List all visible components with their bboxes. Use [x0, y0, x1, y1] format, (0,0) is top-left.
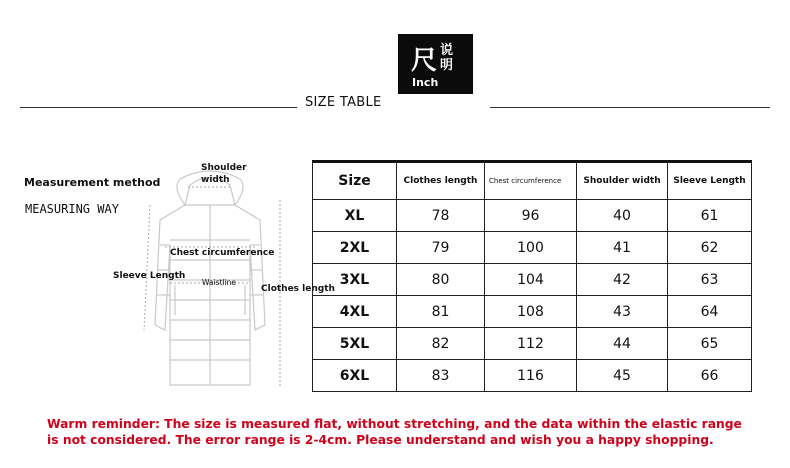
chest-cell: 116: [485, 360, 577, 392]
size-cell: 5XL: [313, 328, 397, 360]
header-clothes-length: Clothes length: [397, 162, 485, 200]
table-row: [313, 232, 752, 264]
clothes-length-cell: 80: [397, 264, 485, 296]
left-divider: [20, 107, 297, 108]
right-divider: [490, 107, 770, 108]
chest-cell: 100: [485, 232, 577, 264]
section-title: SIZE TABLE: [305, 95, 382, 110]
size-cell: 2XL: [313, 232, 397, 264]
clothes-length-cell: 81: [397, 296, 485, 328]
size-cell: 3XL: [313, 264, 397, 296]
warm-reminder-text: Warm reminder: The size is measured flat, without stretching, and the data within the elastic range is not considered. The error range is 2-4cm. Please understand and wish you a happy shopping.: [47, 417, 742, 447]
shoulder-cell: 45: [577, 360, 668, 392]
measuring-way-subtitle: MEASURING WAY: [25, 202, 119, 216]
sleeve-cell: 64: [668, 296, 752, 328]
table-header-row: [313, 162, 752, 200]
header-chest-circumference: Chest circumference: [485, 162, 577, 200]
chest-cell: 96: [485, 200, 577, 232]
clothes-length-cell: 82: [397, 328, 485, 360]
measurement-method-title: Measurement method: [24, 176, 161, 189]
clothes-length-cell: 83: [397, 360, 485, 392]
shoulder-cell: 41: [577, 232, 668, 264]
size-cell: 4XL: [313, 296, 397, 328]
logo-main-glyph: 尺: [411, 46, 438, 76]
sleeve-cell: 65: [668, 328, 752, 360]
shoulder-cell: 43: [577, 296, 668, 328]
table-row: [313, 296, 752, 328]
shoulder-cell: 44: [577, 328, 668, 360]
sleeve-cell: 61: [668, 200, 752, 232]
size-chart-logo: [398, 34, 473, 94]
header-shoulder-width: Shoulder width: [577, 162, 668, 200]
shoulder-cell: 42: [577, 264, 668, 296]
table-row: [313, 360, 752, 392]
table-row: [313, 328, 752, 360]
clothes-length-label: Clothes length: [261, 284, 335, 294]
waistline-label: Waistline: [202, 278, 236, 287]
sleeve-length-label: Sleeve Length: [113, 271, 186, 281]
size-cell: XL: [313, 200, 397, 232]
header-sleeve-length: Sleeve Length: [668, 162, 752, 200]
size-table: [312, 160, 752, 392]
chest-cell: 112: [485, 328, 577, 360]
clothes-length-cell: 78: [397, 200, 485, 232]
chest-circumference-label: Chest circumference: [170, 248, 275, 258]
sleeve-cell: 66: [668, 360, 752, 392]
shoulder-cell: 40: [577, 200, 668, 232]
logo-secondary-glyphs: 说明: [440, 43, 454, 73]
size-cell: 6XL: [313, 360, 397, 392]
chest-cell: 108: [485, 296, 577, 328]
header-size: Size: [313, 162, 397, 200]
sleeve-cell: 63: [668, 264, 752, 296]
shoulder-width-label: Shoulder width: [201, 163, 247, 185]
table-row: [313, 264, 752, 296]
table-row: [313, 200, 752, 232]
clothes-length-cell: 79: [397, 232, 485, 264]
sleeve-cell: 62: [668, 232, 752, 264]
logo-unit: Inch: [412, 76, 439, 89]
chest-cell: 104: [485, 264, 577, 296]
